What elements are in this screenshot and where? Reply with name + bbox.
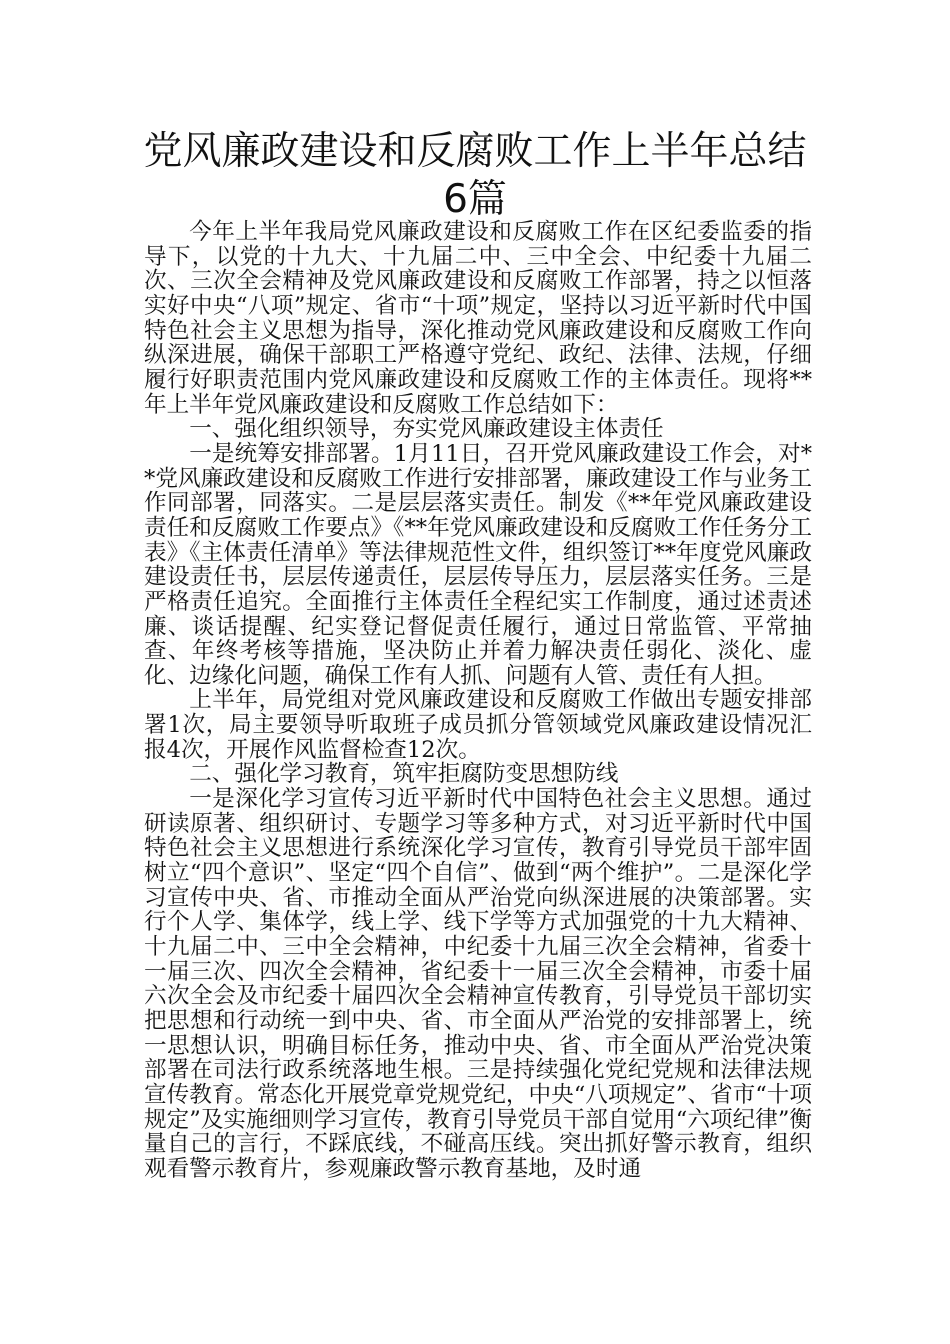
document-title-line-1: 党风廉政建设和反腐败工作上半年总结 xyxy=(143,129,807,174)
section-heading-1: 一、强化组织领导，夯实党风廉政建设主体责任 xyxy=(189,416,664,443)
section-heading-2: 二、强化学习教育，筑牢拒腐防变思想防线 xyxy=(189,761,619,788)
section-2-paragraph: 一是深化学习宣传习近平新时代中国特色社会主义思想。通过研读原著、组织研讨、专题学习等多种方式，对习近平新时代中国特色社会主义思想进行系统深化学习宣传，教育引导党员干部牢固树立“四个意识”、坚定“四个自信”、做到“两个维护”。二是深化学习宣传中央、省、市推动全面从严治党向纵深进展的决策部署。实行个人学、集体学，线上学、线下学等方式加强党的十九大精神、十九届二中、三中全会精神，中纪委十九届三次全会精神，省委十一届三次、四次全会精神，省纪委十一届三次全会精神，市委十届六次全会及市纪委十届四次全会精神宣传教育，引导党员干部切实把思想和行动统一到中央、省、市全面从严治党的安排部署上，统一思想认识，明确目标任务，推动中央、省、市全面从严治党决策部署在司法行政系统落地生根。三是持续强化党纪党规和法律法规宣传教育。常态化开展党章党规党纪，中央“八项规定”、省市“十项规定”及实施细则学习宣传，教育引导党员干部自觉用“六项纪律”衡量自己的言行，不踩底线，不碰高压线。突出抓好警示教育，组织观看警示教育片，参观廉政警示教育基地，及时通 xyxy=(144,786,812,1182)
section-1-summary-paragraph: 上半年，局党组对党风廉政建设和反腐败工作做出专题安排部署1次，局主要领导听取班子成员抓分管领域党风廉政建设情况汇报4次，开展作风监督检查12次。 xyxy=(144,687,812,763)
document-body xyxy=(144,220,812,1182)
section-1-paragraph: 一是统筹安排部署。1月11日，召开党风廉政建设工作会，对**党风廉政建设和反腐败工作进行安排部署，廉政建设工作与业务工作同部署，同落实。二是层层落实责任。制发《**年党风廉政建设责任和反腐败工作要点》《**年党风廉政建设和反腐败工作任务分工表》《主体责任清单》等法律规范性文件，组织签订**年度党风廉政建设责任书，层层传递责任，层层传导压力，层层落实任务。三是严格责任追究。全面推行主体责任全程纪实工作制度，通过述责述廉、谈话提醒、纪实登记督促责任履行，通过日常监管、平常抽查、年终考核等措施，坚决防止并着力解决责任弱化、淡化、虚化、边缘化问题，确保工作有人抓、问题有人管、责任有人担。 xyxy=(144,440,812,689)
intro-paragraph: 今年上半年我局党风廉政建设和反腐败工作在区纪委监委的指导下，以党的十九大、十九届二中、三中全会、中纪委十九届二次、三次全会精神及党风廉政建设和反腐败工作部署，持之以恒落实好中央“八项”规定、省市“十项”规定，坚持以习近平新时代中国特色社会主义思想为指导，深化推动党风廉政建设和反腐败工作向纵深进展，确保干部职工严格遵守党纪、政纪、法律、法规，仔细履行好职责范围内党风廉政建设和反腐败工作的主体责任。现将**年上半年党风廉政建设和反腐败工作总结如下： xyxy=(144,219,812,418)
document-title-line-2: 6篇 xyxy=(443,177,507,222)
